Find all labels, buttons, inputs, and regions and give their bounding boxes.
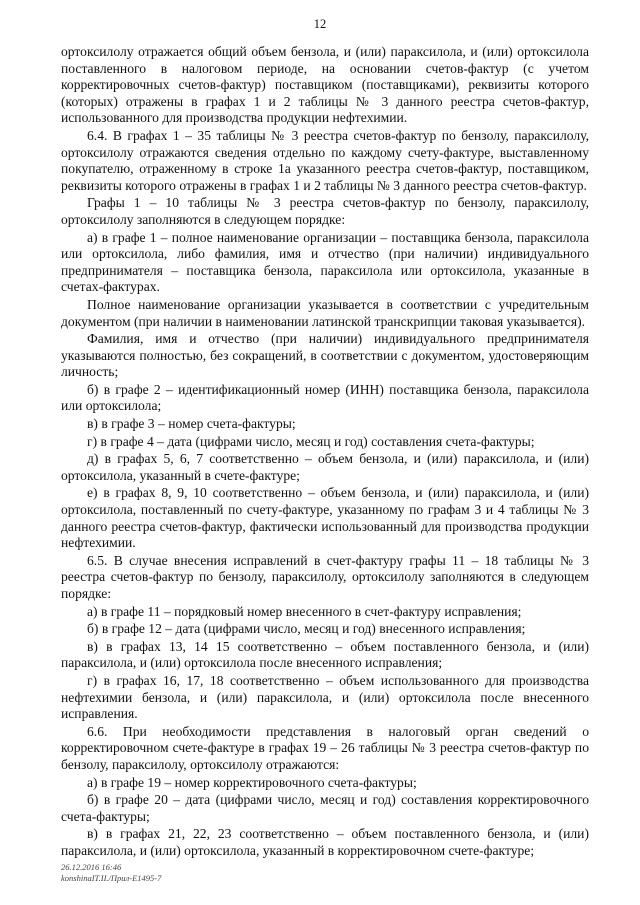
paragraph: ортоксилолу отражается общий объем бензола, и (или) параксилола, и (или) ортоксилола поставленного в налоговом периоде, на основании счетов-фактур (с учетом корректировочных счетов-фактур) поставщиком (поставщиками), реквизиты которого (которых) отражены в графах 1 и 2 таблицы № 3 данного реестра счетов-фактур, использованного для производства продукции нефтехимии. [61, 44, 589, 126]
document-footer [61, 862, 161, 884]
paragraph: Графы 1 – 10 таблицы № 3 реестра счетов-фактур по бензолу, параксилолу, ортоксилолу заполняются в следующем порядке: [61, 195, 589, 227]
paragraph: 6.6. При необходимости представления в налоговый орган сведений о корректировочном счете-фактуре в графах 19 – 26 таблицы № 3 реестра счетов-фактур по бензолу, параксилолу, ортоксилолу отражаются: [61, 723, 589, 772]
paragraph: д) в графах 5, 6, 7 соответственно – объем бензола, и (или) параксилола, и (или) ортоксилола, указанный в счете-фактуре; [61, 451, 589, 483]
paragraph: а) в графе 11 – порядковый номер внесенного в счет-фактуру исправления; [87, 603, 522, 619]
paragraph: в) в графах 13, 14 15 соответственно – объем поставленного бензола, и (или) параксилола, и (или) ортоксилола после внесенного исправления; [61, 638, 589, 671]
paragraph: в) в графе 3 – номер счета-фактуры; [87, 416, 296, 432]
paragraph: Фамилия, имя и отчество (при наличии) индивидуального предпринимателя указываются полностью, без сокращений, в соответствии с документом, удостоверяющим личность; [61, 331, 589, 380]
paragraph: б) в графе 20 – дата (цифрами число, месяц и год) составления корректировочного счета-фактуры; [61, 792, 589, 824]
paragraph: а) в графе 19 – номер корректировочного счета-фактуры; [87, 774, 417, 790]
footer-file-reference: konshinaIT.II./Прил-Е1495-7 [61, 873, 162, 883]
paragraph: а) в графе 1 – полное наименование организации – поставщика бензола, параксилола или ортоксилола, либо фамилия, имя и отчество (при наличии) индивидуального предпринимателя – поставщика бензола, параксилола или ортоксилола, указанные в счетах-фактурах. [61, 229, 589, 295]
paragraph: в) в графах 21, 22, 23 соответственно – объем поставленного бензола, и (или) параксилола, и (или) ортоксилола, указанный в корректировочном счете-фактуре; [61, 826, 589, 858]
paragraph: 6.4. В графах 1 – 35 таблицы № 3 реестра счетов-фактур по бензолу, параксилолу, ортоксилолу отражаются сведения отдельно по каждому счету-фактуре, выставленному покупателю, отраженному в строке 1а указанного реестра счетов-фактур, поставщиком, реквизиты которого отражены в графах 1 и 2 таблицы № 3 данного реестра счетов-фактур. [61, 127, 589, 193]
paragraph: б) в графе 2 – идентификационный номер (ИНН) поставщика бензола, параксилола или ортоксилола; [61, 381, 589, 414]
paragraph: Полное наименование организации указывается в соответствии с учредительным документом (при наличии в наименовании латинской транскрипции таковая указывается). [61, 296, 589, 329]
paragraph: г) в графах 16, 17, 18 соответственно – объем использованного для производства нефтехимии бензола, и (или) параксилола, и (или) ортоксилола после внесенного исправления. [61, 672, 589, 722]
document-body [61, 44, 589, 860]
paragraph: 6.5. В случае внесения исправлений в счет-фактуру графы 11 – 18 таблицы № 3 реестра счетов-фактур по бензолу, параксилолу, ортоксилолу заполняются в следующем порядке: [61, 552, 589, 601]
paragraph: е) в графах 8, 9, 10 соответственно – объем бензола, и (или) параксилола, и (или) ортоксилола, поставленный по счету-фактуре, указанному по графам 3 и 4 таблицы № 3 данного реестра счетов-фактур, фактически использованный для производства продукции нефтехимии. [61, 485, 589, 551]
page-number: 12 [313, 17, 327, 31]
paragraph: б) в графе 12 – дата (цифрами число, месяц и год) внесенного исправления; [87, 621, 526, 637]
paragraph: г) в графе 4 – дата (цифрами число, месяц и год) составления счета-фактуры; [87, 433, 535, 449]
footer-timestamp: 26.12.2016 16:46 [61, 862, 122, 872]
